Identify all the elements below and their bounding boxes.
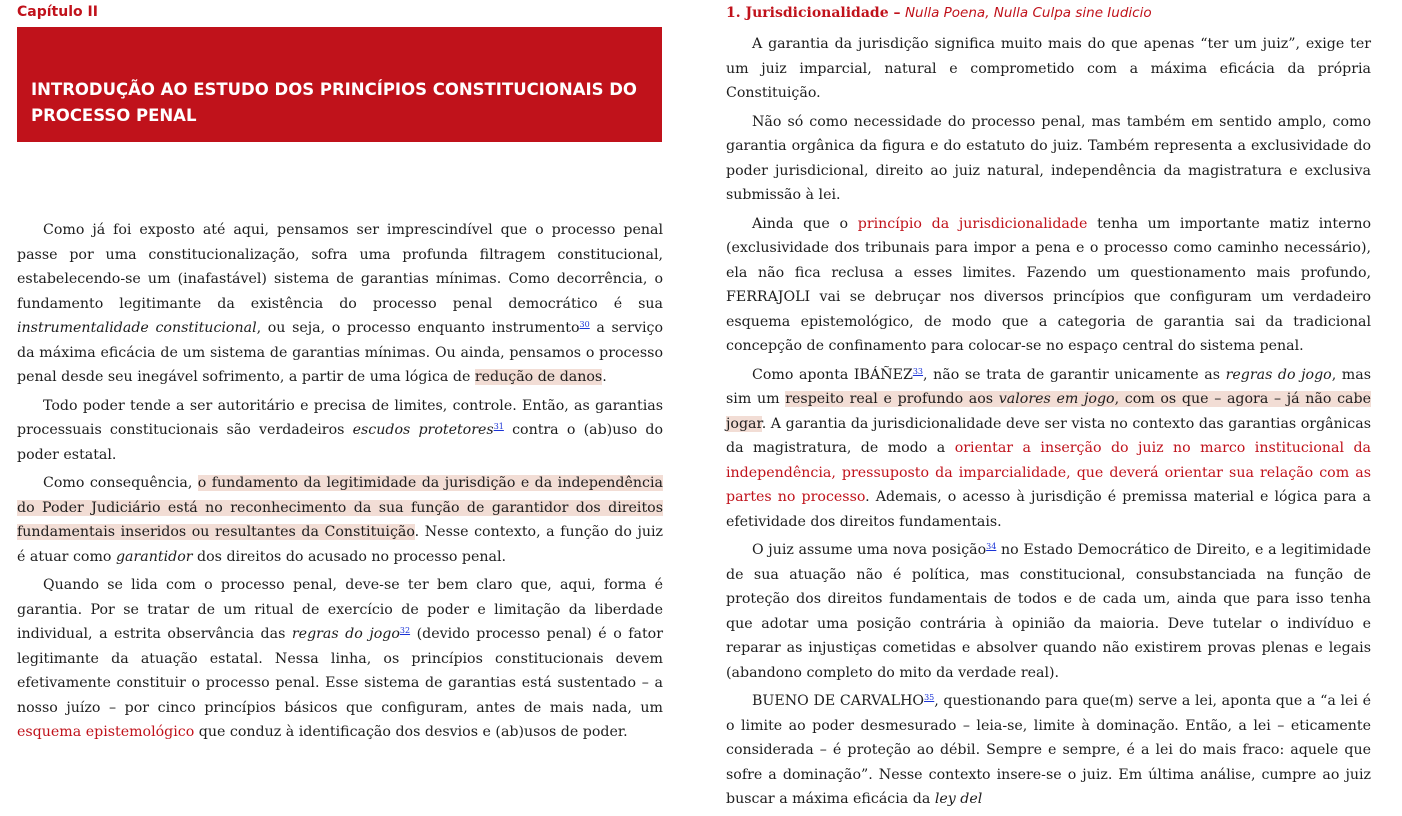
chapter-title-banner: [17, 27, 662, 142]
footnote-ref-32[interactable]: 32: [399, 626, 411, 635]
paragraph: O juiz assume uma nova posição$^{34}$ no Estado Democrático de Direito, e a legitimidade de sua atuação não é política, mas constitucional, consubstanciada na função de proteção dos direitos fundamentais de todos e de cada um, ainda que para isso tenha que adotar uma posição contrária à opinião da maioria. Deve tutelar o indivíduo e reparar as injustiças cometidas e absolver quando não existirem provas plenas e legais (abandono completo do mito da verdade real).: [726, 542, 1371, 681]
right-page: [706, 0, 1378, 807]
left-body-text: [17, 218, 663, 749]
chapter-label: Capítulo II: [17, 4, 98, 20]
red-highlight: esquema epistemológico: [17, 724, 195, 740]
footnote-ref-31[interactable]: 31: [493, 422, 504, 431]
section-subtitle: Nulla Poena, Nulla Culpa sine Iudicio: [904, 5, 1152, 21]
footnote-ref-30[interactable]: 30: [579, 320, 590, 329]
footnote-ref-33[interactable]: 33: [912, 366, 924, 376]
chapter-title: INTRODUÇÃO AO ESTUDO DOS PRINCÍPIOS CONSTITUCIONAIS DO PROCESSO PENAL: [31, 80, 637, 125]
highlight: redução de danos: [474, 369, 603, 385]
paragraph: Como consequência, o fundamento da legitimidade da jurisdição e da independência do Poder Judiciário está no reconhecimento da sua função de garantidor dos direitos fundamentais inseridos ou resultantes da Constituição. Nesse contexto, a função do juiz é atuar como garantidor dos direitos do acusado no processo penal.: [17, 475, 664, 565]
red-highlight: orientar a inserção do juiz no marco institucional da independência, pressuposto da imparcialidade, que deverá orientar sua relação com as partes no processo: [726, 440, 1371, 505]
paragraph: Quando se lida com o processo penal, deve-se ter bem claro que, aqui, forma é garantia. Por se tratar de um ritual de exercício de poder e limitação da liberdade individual, a estrita observância das regras do jogo$^{32}$ (devido processo penal) é o fator legitimante da atuação estatal. Nessa linha, os princípios constitucionais devem efetivamente constituir o processo penal. Esse sistema de garantias está sustentado – a nosso juízo – por cinco princípios básicos que configuram, antes de mais nada, um esquema epistemológico que conduz à identificação dos desvios e (ab)usos de poder.: [17, 577, 663, 740]
highlight: respeito real e profundo aos valores em jogo, com os que – agora – já não cabe jogar: [726, 391, 1371, 432]
footnote-ref-35[interactable]: 35: [924, 693, 935, 702]
paragraph: Não só como necessidade do processo penal, mas também em sentido amplo, como garantia orgânica da figura e do estatuto do juiz. Também representa a exclusividade do poder jurisdicional, direito ao juiz natural, independência da magistratura e exclusiva submissão à lei.: [726, 113, 1371, 203]
highlight: o fundamento da legitimidade da jurisdição e da independência do Poder Judiciário está no reconhecimento da sua função de garantidor dos direitos fundamentais inseridos ou resultantes da Constituição: [17, 475, 663, 540]
section-number-title: 1. Jurisdicionalidade –: [726, 5, 901, 21]
paragraph: A garantia da jurisdição significa muito mais do que apenas “ter um juiz”, exige ter um juiz imparcial, natural e comprometido com a máxima eficácia da própria Constituição.: [726, 36, 1371, 101]
paragraph: Como aponta IBÁÑEZ$^{33}$, não se trata de garantir unicamente as regras do jogo, mas sim um respeito real e profundo aos valores em jogo, com os que – agora – já não cabe jogar. A garantia da jurisdicionalidade deve ser vista no contexto das garantias orgânicas da magistratura, de modo a orientar a inserção do juiz no marco institucional da independência, pressuposto da imparcialidade, que deverá orientar sua relação com as partes no processo. Ademais, o acesso à jurisdição é premissa material e lógica para a efetividade dos direitos fundamentais.: [726, 366, 1371, 530]
right-body-text: [726, 32, 1371, 816]
paragraph: Como já foi exposto até aqui, pensamos ser imprescindível que o processo penal passe por uma constitucionalização, sofra uma profunda filtragem constitucional, estabelecendo-se um (inafastável) sistema de garantias mínimas. Como decorrência, o fundamento legitimante da existência do processo penal democrático é sua instrumentalidade constitucional, ou seja, o processo enquanto instrumento$^{30}$ a serviço da máxima eficácia de um sistema de garantias mínimas. Ou ainda, pensamos o processo penal desde seu inegável sofrimento, a partir de uma lógica de redução de danos.: [17, 222, 663, 385]
footnote-ref-34[interactable]: 34: [986, 542, 997, 551]
red-highlight: princípio da jurisdicionalidade: [857, 215, 1088, 232]
paragraph: Todo poder tende a ser autoritário e precisa de limites, controle. Então, as garantias processuais constitucionais são verdadeiros escudos protetores$^{31}$ contra o (ab)uso do poder estatal.: [17, 397, 663, 463]
section-heading: [726, 5, 1152, 21]
paragraph: BUENO DE CARVALHO$^{35}$, questionando para que(m) serve a lei, aponta que a “a lei é o limite ao poder desmesurado – leia-se, limite à dominação. Então, a lei – eticamente considerada – é proteção ao débil. Sempre e sempre, é a lei do mais fraco: aquele que sofre a dominação”. Nesse contexto insere-se o juiz. Em última análise, cumpre ao juiz buscar a máxima eficácia da ley del: [726, 693, 1371, 807]
left-page: [0, 0, 680, 740]
paragraph: Ainda que o princípio da jurisdicionalidade tenha um importante matiz interno (exclusividade dos tribunais para impor a pena e o processo como caminho necessário), ela não fica reclusa a esses limites. Fazendo um questionamento mais profundo, FERRAJOLI vai se debruçar nos diversos princípios que configuram um verdadeiro esquema epistemológico, de modo que a categoria de garantia sai da tradicional concepção de confinamento para colocar-se no espaço central do sistema penal.: [726, 215, 1371, 354]
